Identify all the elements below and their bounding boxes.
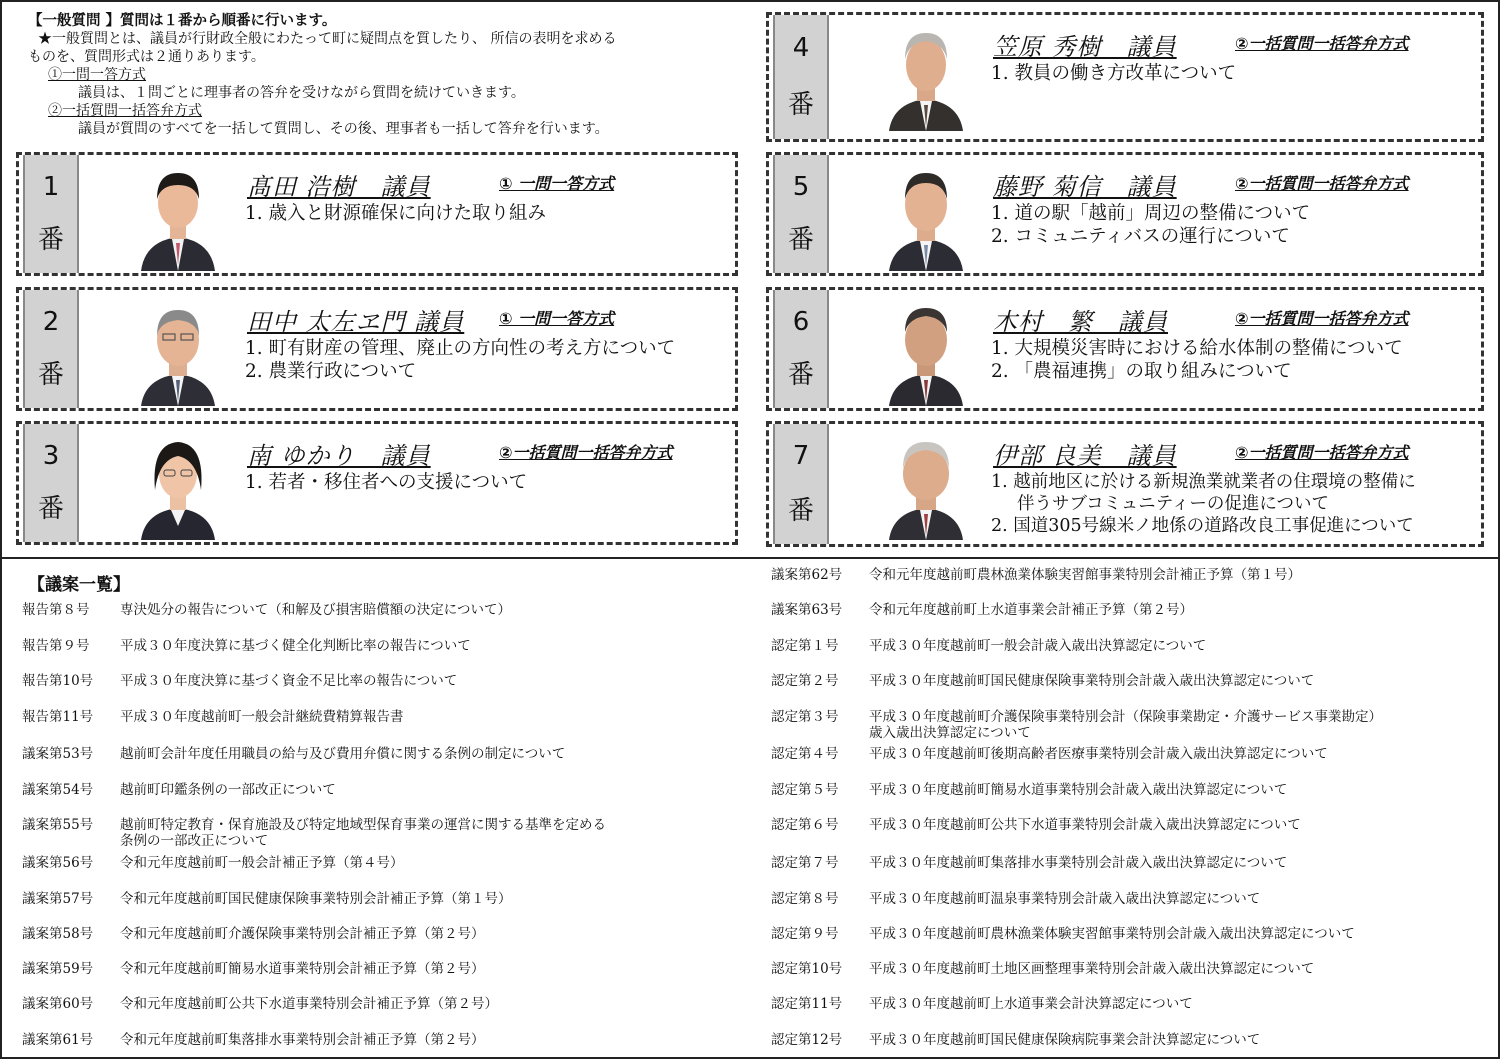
speaker-number: 3 [42, 440, 60, 471]
bill-row [22, 996, 722, 1030]
topic-item: 2. コミュニティバスの運行について [991, 226, 1290, 247]
speaker-photo [887, 161, 965, 271]
speaker-topics [991, 337, 1403, 383]
speaker-number-suffix: 番 [787, 89, 814, 120]
bill-row [771, 855, 1471, 889]
speaker-card-4 [766, 12, 1484, 142]
speaker-number-suffix: 番 [37, 360, 64, 391]
speaker-topics [245, 202, 546, 225]
bill-code: 認定第９号 [771, 926, 839, 942]
bill-row [22, 709, 722, 743]
bill-row [22, 782, 722, 816]
speaker-photo [887, 21, 965, 131]
topic-item: 1. 歳入と財源確保に向けた取り組み [245, 203, 547, 224]
bill-row [771, 746, 1471, 780]
bill-code: 認定第７号 [771, 855, 839, 871]
bill-code: 議案第57号 [22, 891, 94, 907]
speaker-number-suffix: 番 [787, 495, 814, 526]
bill-title: 令和元年度越前町集落排水事業特別会計補正予算（第２号） [120, 1032, 485, 1048]
speaker-photo [139, 161, 217, 271]
bill-title-continued: 歳入歳出決算認定について [869, 725, 1031, 741]
bill-title: 越前町特定教育・保育施設及び特定地域型保育事業の運営に関する基準を定める [120, 817, 606, 833]
speaker-number-suffix: 番 [37, 494, 64, 525]
speaker-number: 5 [792, 171, 810, 202]
speaker-topics [245, 337, 675, 383]
speaker-name: 藤野 菊信 議員 [993, 173, 1177, 201]
bill-row [771, 926, 1471, 960]
bill-title: 専決処分の報告について（和解及び損害賠償額の決定について） [120, 602, 511, 618]
bill-row [771, 567, 1471, 601]
bill-title: 平成３０年度越前町国民健康保険事業特別会計歳入歳出決算認定について [869, 673, 1315, 689]
speaker-number-tab [773, 424, 829, 544]
bill-title: 令和元年度越前町国民健康保険事業特別会計補正予算（第１号） [120, 891, 512, 907]
topic-item-continued: 伴うサブコミュニティーの促進について [1017, 494, 1330, 514]
speaker-card-2 [16, 287, 738, 411]
bill-title: 平成３０年度決算に基づく資金不足比率の報告について [120, 673, 458, 689]
bill-title: 令和元年度越前町公共下水道事業特別会計補正予算（第２号） [120, 996, 498, 1012]
topic-item: 1. 越前地区に於ける新規漁業就業者の住環境の整備に [991, 472, 1416, 492]
speaker-name: 田中 太左ヱ門 議員 [247, 308, 465, 336]
bill-title: 平成３０年度越前町公共下水道事業特別会計歳入歳出決算認定について [869, 817, 1301, 833]
bill-title: 平成３０年度越前町農林漁業体験実習館事業特別会計歳入歳出決算認定について [869, 926, 1355, 942]
topic-item: 1. 教員の働き方改革について [991, 63, 1237, 84]
topic-item: 1. 若者・移住者への支援について [245, 472, 528, 493]
bill-row [22, 1032, 722, 1059]
bill-code: 認定第１号 [771, 638, 839, 654]
question-method: ②一括質問一括答弁方式 [1235, 34, 1409, 53]
bill-row [771, 782, 1471, 816]
speaker-card-3 [16, 421, 738, 545]
speaker-number: 6 [792, 306, 810, 337]
bill-title: 平成３０年度越前町介護保険事業特別会計（保険事業勘定・介護サービス事業勘定） [869, 709, 1382, 725]
bill-title: 平成３０年度越前町土地区画整理事業特別会計歳入歳出決算認定について [869, 961, 1315, 977]
speaker-name: 伊部 良美 議員 [993, 442, 1177, 470]
bill-code: 認定第11号 [771, 996, 843, 1012]
bill-row [22, 638, 722, 672]
speaker-number: 4 [792, 33, 810, 64]
bill-title: 平成３０年度越前町一般会計歳入歳出決算認定について [869, 638, 1207, 654]
method-1-title: ①一問一答方式 [48, 67, 146, 83]
bill-title: 平成３０年度越前町簡易水道事業特別会計歳入歳出決算認定について [869, 782, 1288, 798]
bill-row [771, 817, 1471, 851]
speaker-topics [991, 202, 1310, 248]
topic-item: 2. 農業行政について [245, 361, 417, 382]
bill-row [771, 996, 1471, 1030]
bill-row [22, 961, 722, 995]
intro-heading: 【一般質問 】質問は１番から順番に行います。 [28, 13, 337, 29]
bill-title: 平成３０年度越前町後期高齢者医療事業特別会計歳入歳出決算認定について [869, 746, 1328, 762]
bill-title: 平成３０年度越前町温泉事業特別会計歳入歳出決算認定について [869, 891, 1261, 907]
bill-code: 議案第56号 [22, 855, 94, 871]
topic-item: 2. 「農福連携」の取り組みについて [991, 361, 1292, 382]
speaker-name: 笠原 秀樹 議員 [993, 33, 1177, 61]
bill-code: 議案第61号 [22, 1032, 94, 1048]
bill-title: 平成３０年度越前町上水道事業会計決算認定について [869, 996, 1193, 1012]
bill-title: 平成３０年度決算に基づく健全化判断比率の報告について [120, 638, 471, 654]
question-method: ②一括質問一括答弁方式 [1235, 443, 1409, 462]
speaker-number-tab [773, 290, 829, 408]
section-divider [0, 557, 1500, 559]
speaker-number-suffix: 番 [37, 225, 64, 256]
bill-code: 議案第58号 [22, 926, 94, 942]
bill-title: 越前町印鑑条例の一部改正について [120, 782, 336, 798]
speaker-name: 南 ゆかり 議員 [247, 442, 431, 470]
speaker-number-tab [773, 155, 829, 273]
bill-row [771, 709, 1471, 743]
topic-item: 1. 町有財産の管理、廃止の方向性の考え方について [245, 338, 676, 359]
bill-code: 議案第55号 [22, 817, 94, 833]
speaker-card-7 [766, 421, 1484, 547]
question-method: ②一括質問一括答弁方式 [499, 443, 673, 462]
speaker-name: 木村 繁 議員 [993, 308, 1168, 336]
intro-line-2: ものを、質問形式は２通りあります。 [28, 49, 265, 65]
speaker-number: 2 [42, 306, 60, 337]
bill-code: 報告第11号 [22, 709, 94, 725]
question-method: ① 一問一答方式 [499, 309, 615, 328]
bill-code: 議案第60号 [22, 996, 94, 1012]
speaker-number: 1 [42, 171, 60, 202]
bills-list-title: 【議案一覧】 [28, 575, 130, 595]
bill-row [22, 855, 722, 889]
bill-title: 平成３０年度越前町一般会計継続費精算報告書 [120, 709, 404, 725]
bill-row [22, 746, 722, 780]
question-method: ②一括質問一括答弁方式 [1235, 174, 1409, 193]
speaker-number-suffix: 番 [787, 360, 814, 391]
bill-code: 認定第３号 [771, 709, 839, 725]
speaker-number-tab [773, 15, 829, 139]
speaker-number-suffix: 番 [787, 225, 814, 256]
bill-row [22, 817, 722, 851]
bill-title: 越前町会計年度任用職員の給与及び費用弁償に関する条例の制定について [120, 746, 566, 762]
bill-row [771, 891, 1471, 925]
bill-code: 報告第９号 [22, 638, 90, 654]
bill-code: 認定第12号 [771, 1032, 843, 1048]
bill-code: 議案第53号 [22, 746, 94, 762]
bill-title-continued: 条例の一部改正について [120, 833, 269, 849]
speaker-photo [139, 430, 217, 540]
method-2-description: 議員が質問のすべてを一括して質問し、その後、理事者も一括して答弁を行います。 [78, 121, 609, 137]
topic-item: 1. 道の駅「越前」周辺の整備について [991, 203, 1311, 224]
speaker-number-tab [23, 424, 79, 542]
question-method: ① 一問一答方式 [499, 174, 615, 193]
topic-item: 1. 大規模災害時における給水体制の整備について [991, 338, 1403, 359]
bill-code: 報告第10号 [22, 673, 94, 689]
bill-code: 認定第10号 [771, 961, 843, 977]
bill-row [771, 673, 1471, 707]
speaker-photo [887, 296, 965, 406]
bill-code: 議案第54号 [22, 782, 94, 798]
method-1-description: 議員は、１問ごとに理事者の答弁を受けながら質問を続けていきます。 [78, 85, 525, 101]
speaker-topics [991, 62, 1236, 85]
bill-row [22, 926, 722, 960]
bill-title: 平成３０年度越前町国民健康保険病院事業会計決算認定について [869, 1032, 1261, 1048]
speaker-number: 7 [792, 441, 810, 472]
bill-code: 認定第８号 [771, 891, 839, 907]
speaker-topics [245, 471, 527, 494]
bill-title: 令和元年度越前町農林漁業体験実習館事業特別会計補正予算（第１号） [869, 567, 1301, 583]
speaker-number-tab [23, 290, 79, 408]
bill-row [771, 602, 1471, 636]
speaker-photo [139, 296, 217, 406]
speaker-name: 髙田 浩樹 議員 [247, 173, 431, 201]
question-method: ②一括質問一括答弁方式 [1235, 309, 1409, 328]
bill-title: 令和元年度越前町簡易水道事業特別会計補正予算（第２号） [120, 961, 485, 977]
speaker-number-tab [23, 155, 79, 273]
bill-code: 認定第２号 [771, 673, 839, 689]
bill-code: 認定第５号 [771, 782, 839, 798]
bill-title: 令和元年度越前町一般会計補正予算（第４号） [120, 855, 404, 871]
bill-code: 議案第59号 [22, 961, 94, 977]
bill-row [771, 638, 1471, 672]
general-question-intro [28, 12, 748, 138]
bill-code: 報告第８号 [22, 602, 90, 618]
speaker-card-1 [16, 152, 738, 276]
intro-line-1: ★一般質問とは、議員が行財政全般にわたって町に疑問点を質したり、 所信の表明を求める [38, 31, 617, 47]
bill-title: 令和元年度越前町介護保険事業特別会計補正予算（第２号） [120, 926, 485, 942]
bill-title: 平成３０年度越前町集落排水事業特別会計歳入歳出決算認定について [869, 855, 1288, 871]
bill-row [22, 891, 722, 925]
bill-code: 認定第６号 [771, 817, 839, 833]
bill-row [771, 961, 1471, 995]
bill-code: 認定第４号 [771, 746, 839, 762]
speaker-photo [887, 430, 965, 540]
bill-title: 令和元年度越前町上水道事業会計補正予算（第２号） [869, 602, 1193, 618]
topic-item: 2. 国道305号線米ノ地係の道路改良工事促進について [991, 516, 1414, 536]
bill-row [22, 602, 722, 636]
bill-row [771, 1032, 1471, 1059]
speaker-card-6 [766, 287, 1484, 411]
method-2-title: ②一括質問一括答弁方式 [48, 103, 202, 119]
bill-row [22, 673, 722, 707]
speaker-card-5 [766, 152, 1484, 276]
speaker-topics [991, 471, 1416, 537]
bill-code: 議案第62号 [771, 567, 843, 583]
bill-code: 議案第63号 [771, 602, 843, 618]
